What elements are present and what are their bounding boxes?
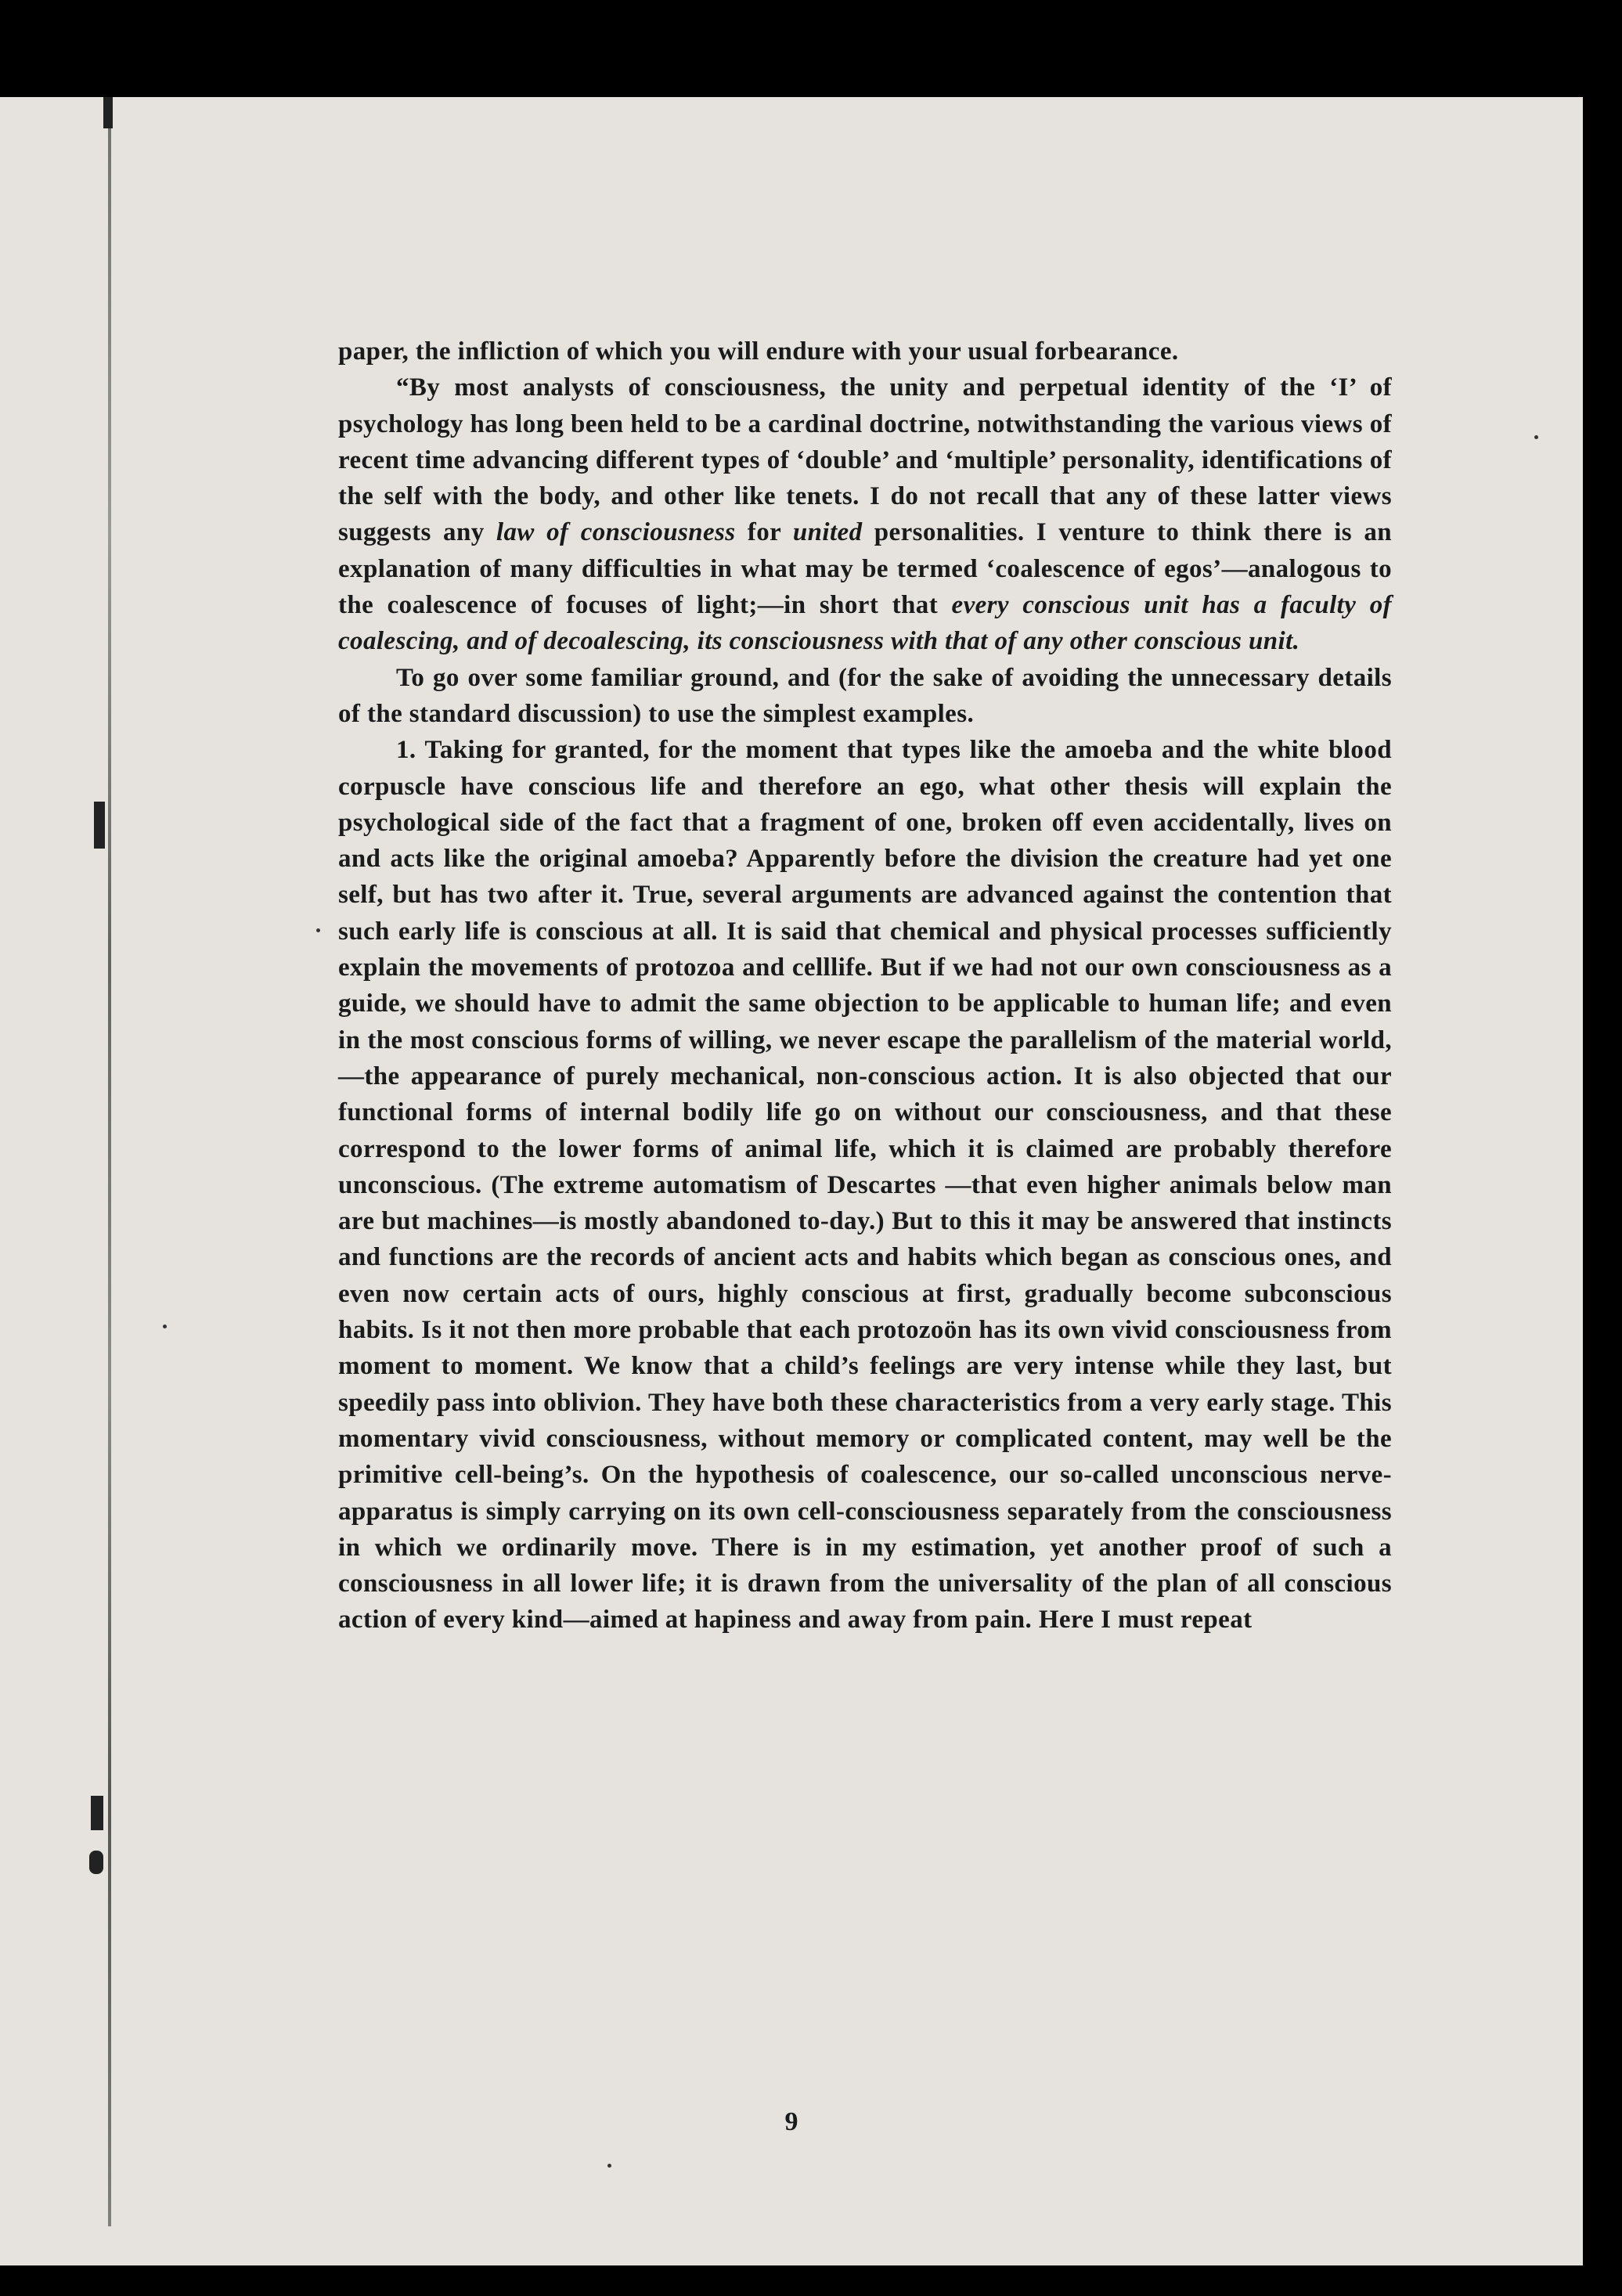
text-run: To go over some familiar ground, and (for the sake of avoiding the unnecessary details of the standard discussion) to use the simplest examples.	[338, 663, 1392, 728]
body-text	[338, 333, 1392, 1638]
paragraph	[338, 333, 1392, 369]
italic-text: every conscious unit has a faculty of coalescing, and of decoalescing, its consciousness with that of any other conscious unit.	[338, 591, 1392, 656]
paragraph	[338, 660, 1392, 733]
binding-mark	[91, 1796, 103, 1830]
text-run: “By most analysts of consciousness, the unity and perpetual identity of the ‘I’ of psychology has long been held to be a cardinal doctrine, notwithstanding the various views of recent time advancing different types of ‘double’ and ‘multiple’ personality, identifications of the self with the body, and other like tenets. I do not recall that any of these latter views suggests any	[338, 373, 1392, 547]
text-run: for	[735, 518, 793, 547]
paragraph	[338, 732, 1392, 1638]
book-page	[0, 97, 1583, 2265]
scan-speck	[316, 928, 320, 932]
binding-mark	[89, 1851, 103, 1874]
text-run: personalities. I venture to think there is an explanation of many difficulties in what may be termed ‘coalescence of egos’—analogous to the coalescence of focuses of light;—in short that	[338, 518, 1392, 620]
text-run: paper, the infliction of which you will endure with your usual forbearance.	[338, 337, 1179, 366]
italic-text: united	[792, 518, 863, 547]
italic-text: law of consciousness	[496, 518, 736, 547]
scan-speck	[163, 1325, 167, 1328]
paragraph	[338, 369, 1392, 659]
binding-mark	[94, 802, 105, 849]
binding-gutter-line	[108, 113, 111, 2226]
text-run: 1. Taking for granted, for the moment that types like the amoeba and the white blood corpuscle have conscious life and therefore an ego, what other thesis will explain the psychological side of the fact that a fragment of one, broken off even accidentally, lives on and acts like the original amoeba? Apparently before the division the creature had yet one self, but has two after it. True, several arguments are advanced against the contention that such early life is conscious at all. It is said that chemical and physical processes sufficiently explain the movements of protozoa and celllife. But if we had not our own consciousness as a guide, we should have to admit the same objection to be applicable to human life; and even in the most conscious forms of willing, we never escape the parallelism of the material world,—the appearance of purely mechanical, non-conscious action. It is also objected that our functional forms of internal bodily life go on without our consciousness, and that these correspond to the lower forms of animal life, which it is claimed are probably therefore unconscious. (The extreme automatism of Descartes —that even higher animals below man are but machines—is mostly abandoned to-day.) But to this it may be answered that instincts and functions are the records of ancient acts and habits which began as conscious ones, and even now certain acts of ours, highly conscious at first, gradually become subconscious habits. Is it not then more probable that each protozoön has its own vivid consciousness from moment to moment. We know that a child’s feelings are very intense while they last, but speedily pass into oblivion. They have both these characteristics from a very early stage. This momentary vivid consciousness, without memory or complicated content, may well be the primitive cell-being’s. On the hypothesis of coalescence, our so-called unconscious nerve-apparatus is simply carrying on its own cell-consciousness separately from the consciousness in which we ordinarily move. There is in my estimation, yet another proof of such a consciousness in all lower life; it is drawn from the universality of the plan of all conscious action of every kind—aimed at hapiness and away from pain. Here I must repeat	[338, 736, 1392, 1635]
page-number: 9	[784, 2107, 798, 2136]
scan-speck	[607, 2164, 611, 2168]
scan-speck	[1534, 435, 1538, 439]
binding-mark	[103, 97, 113, 128]
